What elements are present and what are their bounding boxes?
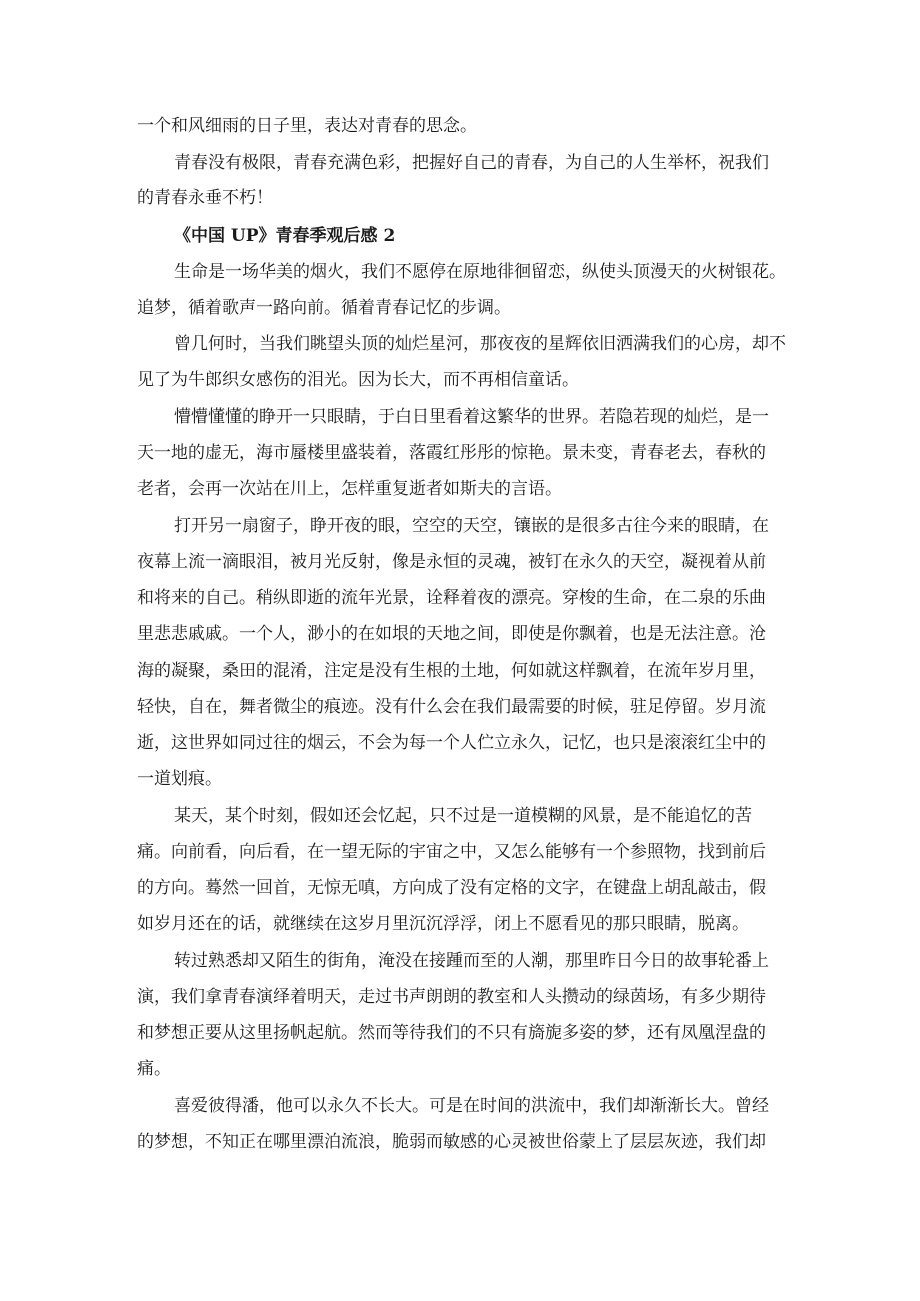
section-heading: 《中国 UP》青春季观后感 2	[174, 226, 396, 246]
text-line: 痛。向前看，向后看，在一望无际的宇宙之中，又怎么能够有一个参照物，找到前后	[137, 842, 766, 862]
text-line: 轻快，自在，舞者微尘的痕迹。没有什么会在我们最需要的时候，驻足停留。岁月流	[137, 697, 766, 717]
text-line: 懵懵懂懂的睁开一只眼睛，于白日里看着这繁华的世界。若隐若现的灿烂，是一	[174, 407, 769, 427]
text-line: 曾几何时，当我们眺望头顶的灿烂星河，那夜夜的星辉依旧洒满我们的心房，却不	[174, 334, 786, 354]
text-line: 逝，这世界如同过往的烟云，不会为每一个人伫立永久，记忆，也只是滚滚红尘中的	[137, 733, 766, 753]
text-line: 的方向。蓦然一回首，无惊无嗔，方向成了没有定格的文字，在键盘上胡乱敲击，假	[137, 878, 766, 898]
text-line: 转过熟悉却又陌生的街角，淹没在接踵而至的人潮，那里昨日今日的故事轮番上	[174, 951, 769, 971]
text-line: 演，我们拿青春演绎着明天，走过书声朗朗的教室和人头攒动的绿茵场，有多少期待	[137, 987, 766, 1007]
text-line: 一道划痕。	[137, 769, 222, 789]
text-line: 的梦想，不知正在哪里漂泊流浪，脆弱而敏感的心灵被世俗蒙上了层层灰迹，我们却	[137, 1132, 766, 1152]
text-line: 夜幕上流一滴眼泪，被月光反射，像是永恒的灵魂，被钉在永久的天空，凝视着从前	[137, 552, 766, 572]
text-line: 里悲悲戚戚。一个人，渺小的在如垠的天地之间，即使是你飘着，也是无法注意。沧	[137, 624, 766, 644]
text-line: 海的凝聚，桑田的混淆，注定是没有生根的土地，何如就这样飘着，在流年岁月里，	[137, 661, 766, 681]
text-line: 一个和风细雨的日子里，表达对青春的思念。	[137, 116, 477, 136]
text-line: 见了为牛郎织女感伤的泪光。因为长大，而不再相信童话。	[137, 370, 579, 390]
text-line: 老者，会再一次站在川上，怎样重复逝者如斯夫的言语。	[137, 479, 562, 499]
text-line: 天一地的虚无，海市蜃楼里盛装着，落霞红彤彤的惊艳。景未变，青春老去，春秋的	[137, 443, 766, 463]
text-line: 和将来的自己。稍纵即逝的流年光景，诠释着夜的漂亮。穿梭的生命，在二泉的乐曲	[137, 588, 766, 608]
text-line: 打开另一扇窗子，睁开夜的眼，空空的天空，镶嵌的是很多古往今来的眼睛，在	[174, 516, 769, 536]
text-line: 追梦，循着歌声一路向前。循着青春记忆的步调。	[137, 298, 511, 318]
text-line: 生命是一场华美的烟火，我们不愿停在原地徘徊留恋，纵使头顶漫天的火树银花。	[174, 262, 786, 282]
text-line: 如岁月还在的话，就继续在这岁月里沉沉浮浮，闭上不愿看见的那只眼睛，脱离。	[137, 914, 749, 934]
text-line: 和梦想正要从这里扬帆起航。然而等待我们的不只有旖旎多姿的梦，还有凤凰涅盘的	[137, 1023, 766, 1043]
text-line: 青春没有极限，青春充满色彩，把握好自己的青春，为自己的人生举杯，祝我们	[174, 153, 769, 173]
text-line: 的青春永垂不朽！	[137, 188, 273, 208]
text-line: 痛。	[137, 1059, 171, 1079]
text-line: 某天，某个时刻，假如还会忆起，只不过是一道模糊的风景，是不能追忆的苦	[174, 806, 752, 826]
text-line: 喜爱彼得潘，他可以永久不长大。可是在时间的洪流中，我们却渐渐长大。曾经	[174, 1096, 769, 1116]
